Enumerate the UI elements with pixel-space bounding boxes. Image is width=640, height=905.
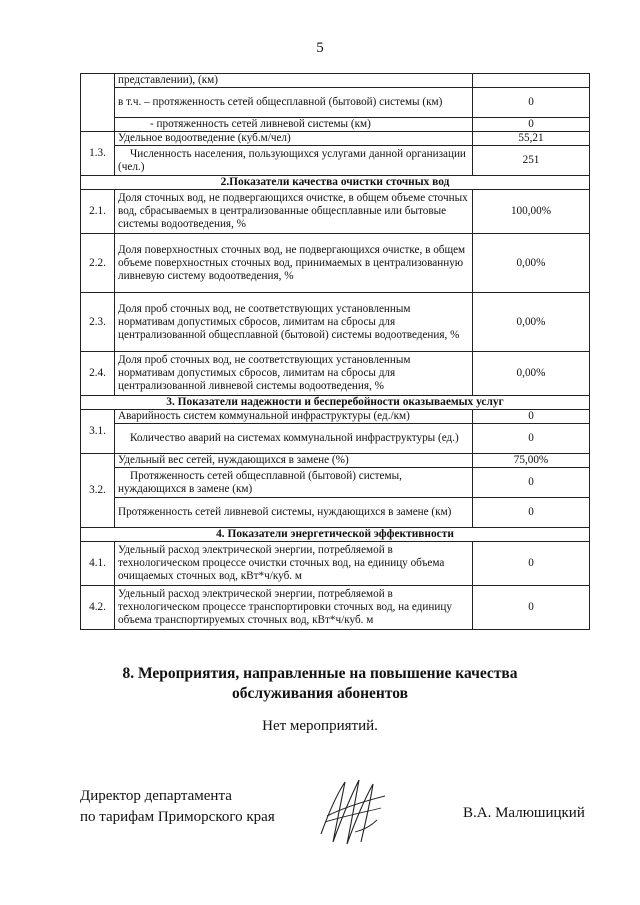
- indicator-name: Доля сточных вод, не подвергающихся очистке, в общем объеме сточных вод, сбрасываемых в централизованные общесплавные или бытовые системы водоотведения, %: [115, 190, 473, 234]
- indicators-table: [80, 73, 590, 630]
- table-row: [81, 293, 590, 352]
- section-header-row: [81, 176, 590, 190]
- row-number-cell: 2.4.: [81, 352, 115, 396]
- indicator-name: Удельный вес сетей, нуждающихся в замене (%): [115, 454, 473, 468]
- section-8-heading-line-1: 8. Мероприятия, направленные на повышение качества: [122, 665, 518, 682]
- indicator-value: 0: [473, 88, 590, 118]
- indicator-value: 0,00%: [473, 293, 590, 352]
- table-row: [81, 542, 590, 586]
- table-row: [81, 88, 590, 118]
- indicator-value: 0: [473, 118, 590, 132]
- row-number-cell: 3.2.: [81, 454, 115, 528]
- indicator-name: в т.ч. – протяженность сетей общесплавной (бытовой) системы (км): [115, 88, 473, 118]
- indicator-value: [473, 74, 590, 88]
- row-number-cell: 2.3.: [81, 293, 115, 352]
- indicator-value: 251: [473, 146, 590, 176]
- signer-name: В.А. Малюшицкий: [463, 805, 585, 821]
- table-row: [81, 118, 590, 132]
- row-number-cell: 1.3.: [81, 132, 115, 176]
- indicator-value: 0,00%: [473, 352, 590, 396]
- indicator-name: Доля проб сточных вод, не соответствующих установленным нормативам допустимых сбросов, лимитам на сбросы для централизованной ливневой системы водоотведения, %: [115, 352, 473, 396]
- table-row: [81, 352, 590, 396]
- indicator-name: Протяженность сетей общесплавной (бытовой) системы, нуждающихся в замене (км): [115, 468, 473, 498]
- row-number-cell: 2.1.: [81, 190, 115, 234]
- indicator-value: 0: [473, 424, 590, 454]
- table-row: [81, 234, 590, 293]
- signer-title: [80, 786, 275, 828]
- indicator-name: - протяженность сетей ливневой системы (км): [115, 118, 473, 132]
- indicator-value: 0: [473, 498, 590, 528]
- table-row: [81, 410, 590, 424]
- indicator-value: 100,00%: [473, 190, 590, 234]
- section-header-row: [81, 528, 590, 542]
- indicator-name: Удельное водоотведение (куб.м/чел): [115, 132, 473, 146]
- row-number-cell: 3.1.: [81, 410, 115, 454]
- table-row: [81, 190, 590, 234]
- indicator-value: 55,21: [473, 132, 590, 146]
- indicator-value: 75,00%: [473, 454, 590, 468]
- indicator-value: 0: [473, 586, 590, 630]
- table-row: [81, 146, 590, 176]
- section-8-heading: [0, 664, 640, 704]
- indicator-name: Численность населения, пользующихся услугами данной организации (чел.): [115, 146, 473, 176]
- table-row: [81, 454, 590, 468]
- row-number-cell: [81, 74, 115, 132]
- indicator-name: Аварийность систем коммунальной инфраструктуры (ед./км): [115, 410, 473, 424]
- indicator-name: Доля проб сточных вод, не соответствующих установленным нормативам допустимых сбросов, лимитам на сбросы для централизованной общесплавной (бытовой) системы водоотведения, %: [115, 293, 473, 352]
- no-measures-text: Нет мероприятий.: [262, 718, 378, 734]
- row-number-cell: 4.2.: [81, 586, 115, 630]
- indicator-value: 0: [473, 542, 590, 586]
- page-number: 5: [316, 40, 324, 56]
- table-row: [81, 132, 590, 146]
- indicator-name: Протяженность сетей ливневой системы, нуждающихся в замене (км): [115, 498, 473, 528]
- row-number-cell: 2.2.: [81, 234, 115, 293]
- table-row: [81, 468, 590, 498]
- section-title: 4. Показатели энергетической эффективности: [81, 528, 590, 542]
- indicator-name: Удельный расход электрической энергии, потребляемой в технологическом процессе транспортировки сточных вод, на единицу объема транспортируемых сточных вод, кВт*ч/куб. м: [115, 586, 473, 630]
- table-row: [81, 424, 590, 454]
- indicator-name: Доля поверхностных сточных вод, не подвергающихся очистке, в общем объеме поверхностных сточных вод, принимаемых в централизованную ливневую систему водоотведения, %: [115, 234, 473, 293]
- indicator-name: представлении), (км): [115, 74, 473, 88]
- handwritten-signature: [315, 772, 390, 852]
- signer-title-line-1: Директор департамента: [80, 788, 232, 804]
- indicator-value: 0: [473, 468, 590, 498]
- row-number-cell: 4.1.: [81, 542, 115, 586]
- section-title: 2.Показатели качества очистки сточных вод: [81, 176, 590, 190]
- section-8-heading-line-2: обслуживания абонентов: [232, 685, 408, 702]
- table-row: [81, 74, 590, 88]
- indicator-value: 0: [473, 410, 590, 424]
- indicator-value: 0,00%: [473, 234, 590, 293]
- section-header-row: [81, 396, 590, 410]
- signer-title-line-2: по тарифам Приморского края: [80, 809, 275, 825]
- indicator-name: Количество аварий на системах коммунальной инфраструктуры (ед.): [115, 424, 473, 454]
- indicator-name: Удельный расход электрической энергии, потребляемой в технологическом процессе очистки сточных вод, на единицу объема очищаемых сточных вод, кВт*ч/куб. м: [115, 542, 473, 586]
- table-row: [81, 498, 590, 528]
- table-row: [81, 586, 590, 630]
- section-title: 3. Показатели надежности и бесперебойности оказываемых услуг: [81, 396, 590, 410]
